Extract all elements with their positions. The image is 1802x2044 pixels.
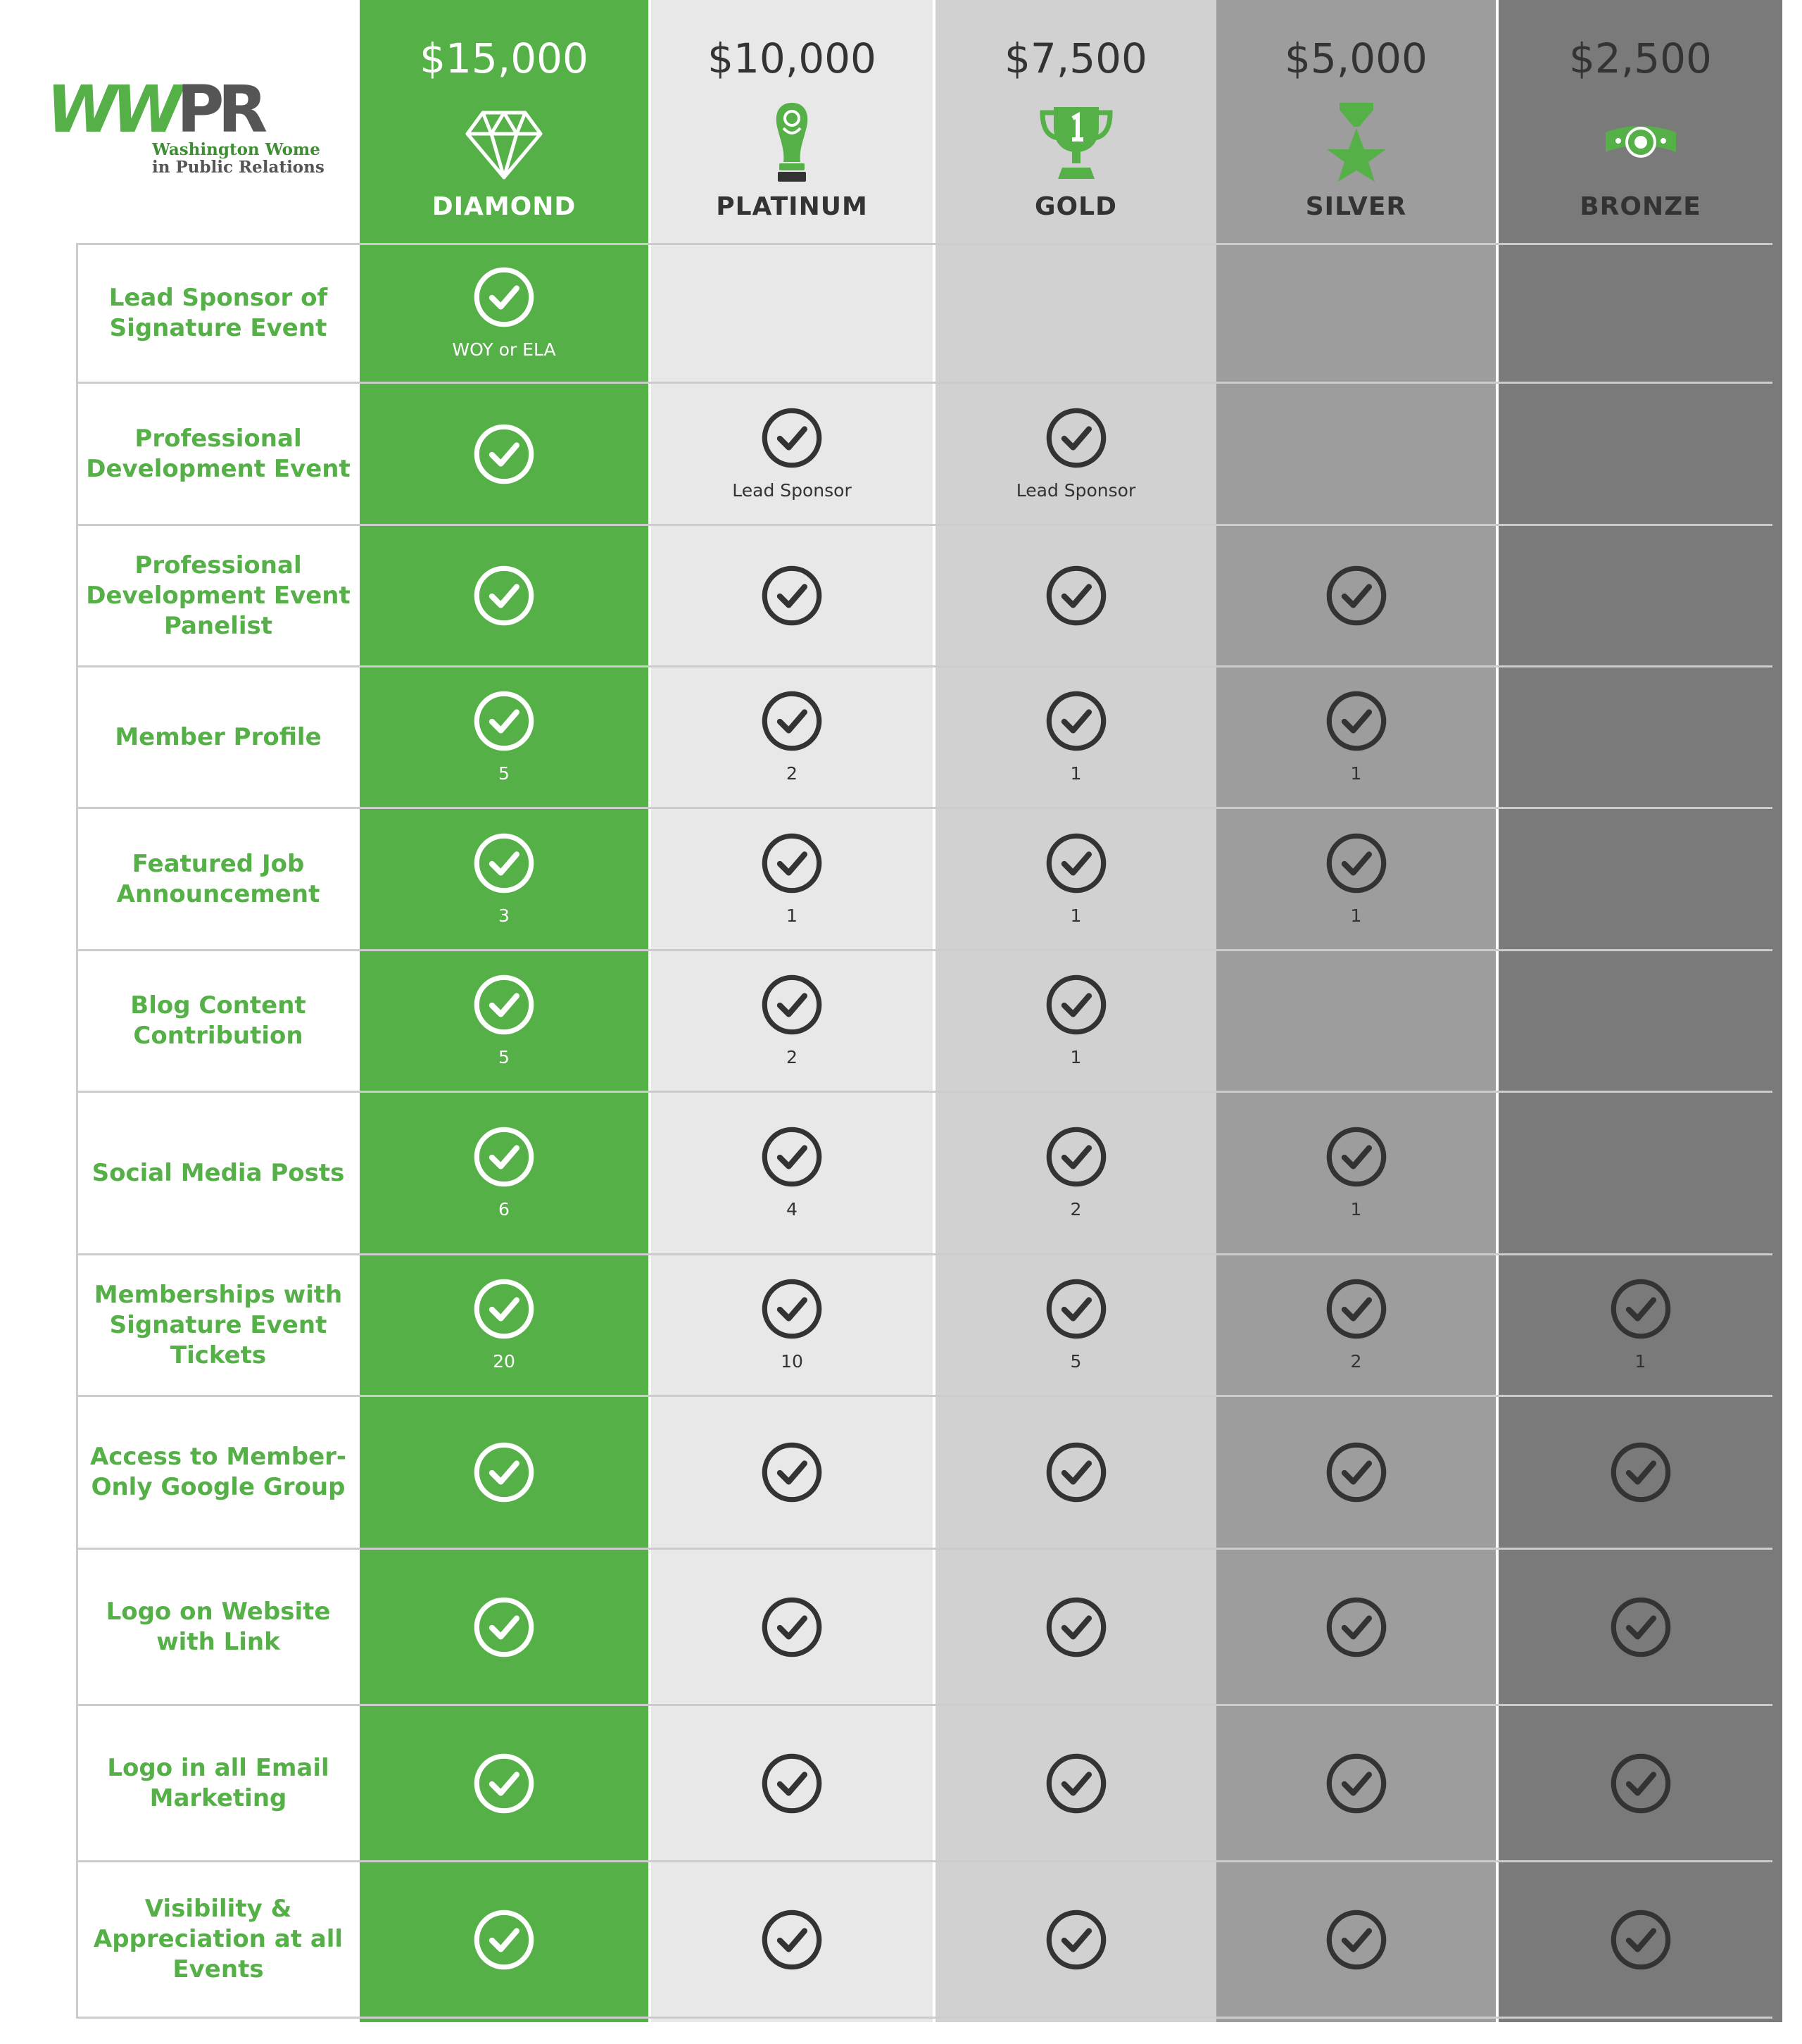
benefit-cell-bronze — [1499, 1550, 1782, 1704]
logo-mark-pr: PR — [176, 72, 262, 147]
benefit-cell-platinum — [651, 667, 933, 807]
checkmark-circle-icon — [760, 1441, 824, 1504]
checkmark-circle-icon — [1045, 689, 1108, 753]
checkmark-circle-icon — [1045, 832, 1108, 895]
logo-mark-ww: WW — [46, 72, 177, 147]
feature-label: Member Profile — [115, 722, 322, 751]
benefit-note: 1 — [1070, 763, 1082, 784]
checkmark-circle-icon — [760, 832, 824, 895]
benefit-cell-platinum — [651, 809, 933, 949]
feature-label: Social Media Posts — [92, 1158, 345, 1187]
feature-label: Memberships with Signature Event Tickets — [94, 1280, 343, 1369]
checkmark-circle-icon — [1045, 406, 1108, 470]
checkmark-circle-icon — [1609, 1441, 1672, 1504]
checkmark-circle-icon — [760, 1908, 824, 1971]
benefit-cell-diamond — [360, 951, 648, 1091]
tier-name: DIAMOND — [431, 192, 576, 221]
benefit-cell-gold — [935, 1093, 1216, 1253]
checkmark-circle-icon — [472, 265, 536, 329]
benefit-cell-gold — [935, 809, 1216, 949]
benefit-cell-silver — [1216, 809, 1496, 949]
checkmark-circle-icon — [760, 1595, 824, 1659]
checkmark-circle-icon — [1045, 1752, 1108, 1815]
feature-label: Blog Content Contribution — [130, 991, 306, 1050]
tier-name: GOLD — [1035, 192, 1117, 221]
benefit-note: 2 — [1350, 1351, 1362, 1372]
benefit-cell-silver — [1216, 667, 1496, 807]
feature-label: Lead Sponsor of Signature Event — [108, 284, 328, 342]
feature-label: Access to Member-Only Google Group — [89, 1443, 347, 1501]
benefit-note: 4 — [786, 1199, 798, 1219]
benefit-cell-platinum — [651, 1862, 933, 2017]
first-place-trophy-icon — [1034, 100, 1119, 184]
checkmark-circle-icon — [1045, 1908, 1108, 1971]
benefit-note: 1 — [1070, 905, 1082, 926]
benefit-cell-bronze — [1499, 1397, 1782, 1548]
checkmark-circle-icon — [1045, 1441, 1108, 1504]
checkmark-circle-icon — [1325, 832, 1388, 895]
benefit-note: 1 — [1350, 905, 1362, 926]
feature-label: Logo on Website with Link — [106, 1597, 331, 1656]
benefit-cell-diamond — [360, 1862, 648, 2017]
checkmark-circle-icon — [472, 1125, 536, 1189]
benefit-note: 5 — [1070, 1351, 1082, 1372]
checkmark-circle-icon — [1325, 1595, 1388, 1659]
benefit-cell-gold — [935, 1255, 1216, 1395]
benefit-cell-platinum — [651, 1706, 933, 1860]
benefit-cell-platinum — [651, 1093, 933, 1253]
checkmark-circle-icon — [472, 689, 536, 753]
benefit-cell-silver — [1216, 1862, 1496, 2017]
benefit-cell-diamond — [360, 245, 648, 382]
benefit-cell-gold — [935, 526, 1216, 665]
checkmark-circle-icon — [472, 832, 536, 895]
benefit-cell-gold — [935, 951, 1216, 1091]
benefit-note: 5 — [498, 763, 510, 784]
tier-price: $5,000 — [1285, 35, 1428, 82]
checkmark-circle-icon — [472, 1595, 536, 1659]
benefit-cell-gold — [935, 1706, 1216, 1860]
checkmark-circle-icon — [760, 406, 824, 470]
tier-name: SILVER — [1305, 192, 1407, 221]
logo-mark — [46, 72, 262, 147]
benefit-note: 2 — [786, 1047, 798, 1067]
tier-price: $7,500 — [1004, 35, 1147, 82]
benefit-note: 3 — [498, 905, 510, 926]
benefit-cell-diamond — [360, 1706, 648, 1860]
checkmark-circle-icon — [1045, 1277, 1108, 1341]
checkmark-circle-icon — [1325, 1908, 1388, 1971]
checkmark-circle-icon — [1609, 1277, 1672, 1341]
benefit-cell-diamond — [360, 1550, 648, 1704]
benefit-note: 1 — [1350, 1199, 1362, 1219]
row-divider — [76, 2017, 1772, 2019]
benefit-cell-diamond — [360, 1397, 648, 1548]
benefit-cell-platinum — [651, 1397, 933, 1548]
benefit-cell-platinum — [651, 1550, 933, 1704]
benefit-cell-gold — [935, 384, 1216, 524]
benefit-cell-diamond — [360, 1255, 648, 1395]
tier-price: $15,000 — [420, 35, 588, 82]
benefit-cell-diamond — [360, 384, 648, 524]
table-left-border — [76, 243, 78, 2019]
tier-price: $10,000 — [707, 35, 876, 82]
checkmark-circle-icon — [1045, 564, 1108, 627]
benefit-cell-silver — [1216, 1093, 1496, 1253]
benefit-cell-platinum — [651, 526, 933, 665]
checkmark-circle-icon — [1325, 564, 1388, 627]
benefit-note: 6 — [498, 1199, 510, 1219]
benefit-cell-bronze — [1499, 1862, 1782, 2017]
checkmark-circle-icon — [1325, 689, 1388, 753]
checkmark-circle-icon — [1325, 1441, 1388, 1504]
benefit-cell-platinum — [651, 951, 933, 1091]
benefit-cell-silver — [1216, 1255, 1496, 1395]
world-cup-trophy-icon — [750, 100, 834, 184]
benefit-note: 1 — [1350, 763, 1362, 784]
feature-label: Featured Job Announcement — [116, 849, 320, 908]
tier-name: PLATINUM — [716, 192, 868, 221]
feature-label: Professional Development Event — [86, 424, 351, 483]
logo-tagline-2: in Public Relations — [152, 158, 325, 177]
checkmark-circle-icon — [760, 1277, 824, 1341]
tier-header-silver — [1216, 0, 1496, 243]
champion-belt-icon — [1599, 100, 1683, 184]
benefit-cell-silver — [1216, 1550, 1496, 1704]
benefit-cell-gold — [935, 1550, 1216, 1704]
checkmark-circle-icon — [1609, 1595, 1672, 1659]
checkmark-circle-icon — [472, 1908, 536, 1971]
benefit-cell-silver — [1216, 1706, 1496, 1860]
wwpr-logo — [46, 72, 328, 183]
benefit-cell-silver — [1216, 526, 1496, 665]
benefit-cell-gold — [935, 1862, 1216, 2017]
checkmark-circle-icon — [472, 973, 536, 1036]
benefit-cell-diamond — [360, 526, 648, 665]
benefit-cell-gold — [935, 667, 1216, 807]
checkmark-circle-icon — [760, 689, 824, 753]
benefit-cell-platinum — [651, 1255, 933, 1395]
checkmark-circle-icon — [760, 1125, 824, 1189]
checkmark-circle-icon — [1045, 1595, 1108, 1659]
benefit-cell-bronze — [1499, 1706, 1782, 1860]
checkmark-circle-icon — [1609, 1752, 1672, 1815]
checkmark-circle-icon — [1325, 1752, 1388, 1815]
benefit-note: WOY or ELA — [452, 339, 556, 360]
benefit-cell-silver — [1216, 1397, 1496, 1548]
benefit-note: Lead Sponsor — [1016, 479, 1136, 501]
checkmark-circle-icon — [1045, 973, 1108, 1036]
tier-header-gold — [935, 0, 1216, 243]
tier-header-diamond — [360, 0, 648, 243]
tier-price: $2,500 — [1569, 35, 1712, 82]
benefit-cell-diamond — [360, 1093, 648, 1253]
checkmark-circle-icon — [1045, 1125, 1108, 1189]
checkmark-circle-icon — [472, 1441, 536, 1504]
benefit-note: 10 — [781, 1351, 803, 1372]
benefit-cell-diamond — [360, 667, 648, 807]
tier-header-platinum — [651, 0, 933, 243]
checkmark-circle-icon — [472, 1277, 536, 1341]
diamond-icon — [462, 100, 546, 184]
benefit-cell-platinum — [651, 384, 933, 524]
checkmark-circle-icon — [472, 422, 536, 486]
benefit-note: 1 — [786, 905, 798, 926]
benefit-note: 20 — [493, 1351, 515, 1372]
checkmark-circle-icon — [760, 564, 824, 627]
tier-header-bronze — [1499, 0, 1782, 243]
checkmark-circle-icon — [1325, 1277, 1388, 1341]
feature-label: Logo in all Email Marketing — [107, 1753, 329, 1812]
checkmark-circle-icon — [1609, 1908, 1672, 1971]
benefit-note: 2 — [1070, 1199, 1082, 1219]
checkmark-circle-icon — [472, 1752, 536, 1815]
feature-label: Professional Development Event Panelist — [86, 551, 351, 640]
checkmark-circle-icon — [760, 1752, 824, 1815]
checkmark-circle-icon — [760, 973, 824, 1036]
benefit-note: Lead Sponsor — [732, 479, 852, 501]
benefit-cell-bronze — [1499, 1255, 1782, 1395]
benefit-note: 5 — [498, 1047, 510, 1067]
tier-name: BRONZE — [1580, 192, 1701, 221]
benefit-note: 2 — [786, 763, 798, 784]
benefit-note: 1 — [1070, 1047, 1082, 1067]
feature-label: Visibility & Appreciation at all Events — [93, 1895, 344, 1983]
benefit-cell-gold — [935, 1397, 1216, 1548]
benefit-note: 1 — [1634, 1351, 1646, 1372]
logo-tagline-1: Washington Wome — [152, 140, 320, 159]
benefit-cell-diamond — [360, 809, 648, 949]
star-medal-icon — [1314, 100, 1399, 184]
checkmark-circle-icon — [472, 564, 536, 627]
checkmark-circle-icon — [1325, 1125, 1388, 1189]
